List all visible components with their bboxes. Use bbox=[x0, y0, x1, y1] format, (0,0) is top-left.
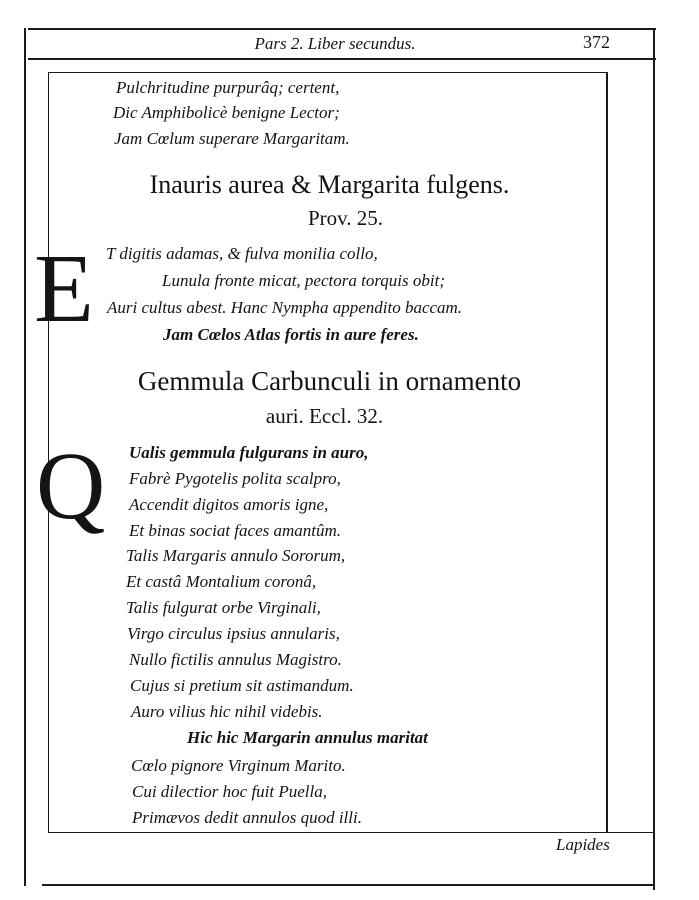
verse-line: Virgo circulus ipsius annularis, bbox=[127, 624, 340, 643]
running-title: Pars 2. Liber secundus. bbox=[254, 34, 416, 53]
verse-line: Talis fulgurat orbe Virginali, bbox=[126, 598, 321, 617]
verse-line: Jam Cœlos Atlas fortis in aure feres. bbox=[163, 325, 419, 344]
frame-left-rule bbox=[24, 28, 26, 886]
verse-line: Dic Amphibolicè benigne Lector; bbox=[113, 103, 340, 122]
section1-title: Inauris aurea & Margarita fulgens. bbox=[149, 170, 510, 199]
frame-top-rule bbox=[28, 28, 656, 30]
verse-line: Nullo fictilis annulus Magistro. bbox=[129, 650, 342, 669]
section1-drop-cap: E bbox=[34, 235, 94, 343]
frame-bottom-rule bbox=[42, 884, 654, 886]
verse-line: Cœlo pignore Virginum Marito. bbox=[131, 756, 346, 775]
header-rule bbox=[28, 58, 656, 60]
verse-line: Lunula fronte micat, pectora torquis obit; bbox=[162, 271, 446, 290]
section2-title: Gemmula Carbunculi in ornamento bbox=[137, 366, 522, 396]
footer-rule bbox=[48, 832, 654, 833]
verse-line: Hic hic Margarin annulus maritat bbox=[187, 728, 428, 747]
section2-title-line2: auri. Eccl. 32. bbox=[265, 404, 384, 428]
verse-line: Jam Cœlum superare Margaritam. bbox=[114, 129, 350, 148]
frame-right-rule bbox=[653, 28, 655, 890]
verse-line: Fabrè Pygotelis polita scalpro, bbox=[129, 469, 341, 488]
verse-line: Pulchritudine purpurâq; certent, bbox=[116, 78, 340, 97]
verse-line: Cujus si pretium sit astimandum. bbox=[130, 676, 354, 695]
catchword: Lapides bbox=[556, 835, 610, 854]
verse-line: Auri cultus abest. Hanc Nympha appendito baccam. bbox=[107, 298, 463, 317]
verse-line: Primævos dedit annulos quod illi. bbox=[132, 808, 362, 827]
verse-line: Cui dilectior hoc fuit Puella, bbox=[132, 782, 328, 801]
section2-drop-cap: Q bbox=[36, 432, 106, 539]
page-number: 372 bbox=[583, 32, 610, 52]
verse-line: Et binas sociat faces amantûm. bbox=[129, 521, 342, 540]
verse-line: Auro vilius hic nihil videbis. bbox=[131, 702, 323, 721]
verse-line: Accendit digitos amoris igne, bbox=[129, 495, 329, 514]
section1-reference: Prov. 25. bbox=[307, 206, 384, 230]
verse-line: Talis Margaris annulo Sororum, bbox=[126, 546, 346, 565]
verse-line: T digitis adamas, & fulva monilia collo, bbox=[106, 244, 378, 263]
verse-line: Et castâ Montalium coronâ, bbox=[126, 572, 317, 591]
verse-line: Ualis gemmula fulgurans in auro, bbox=[129, 443, 369, 462]
header-rule-thin bbox=[48, 72, 608, 73]
